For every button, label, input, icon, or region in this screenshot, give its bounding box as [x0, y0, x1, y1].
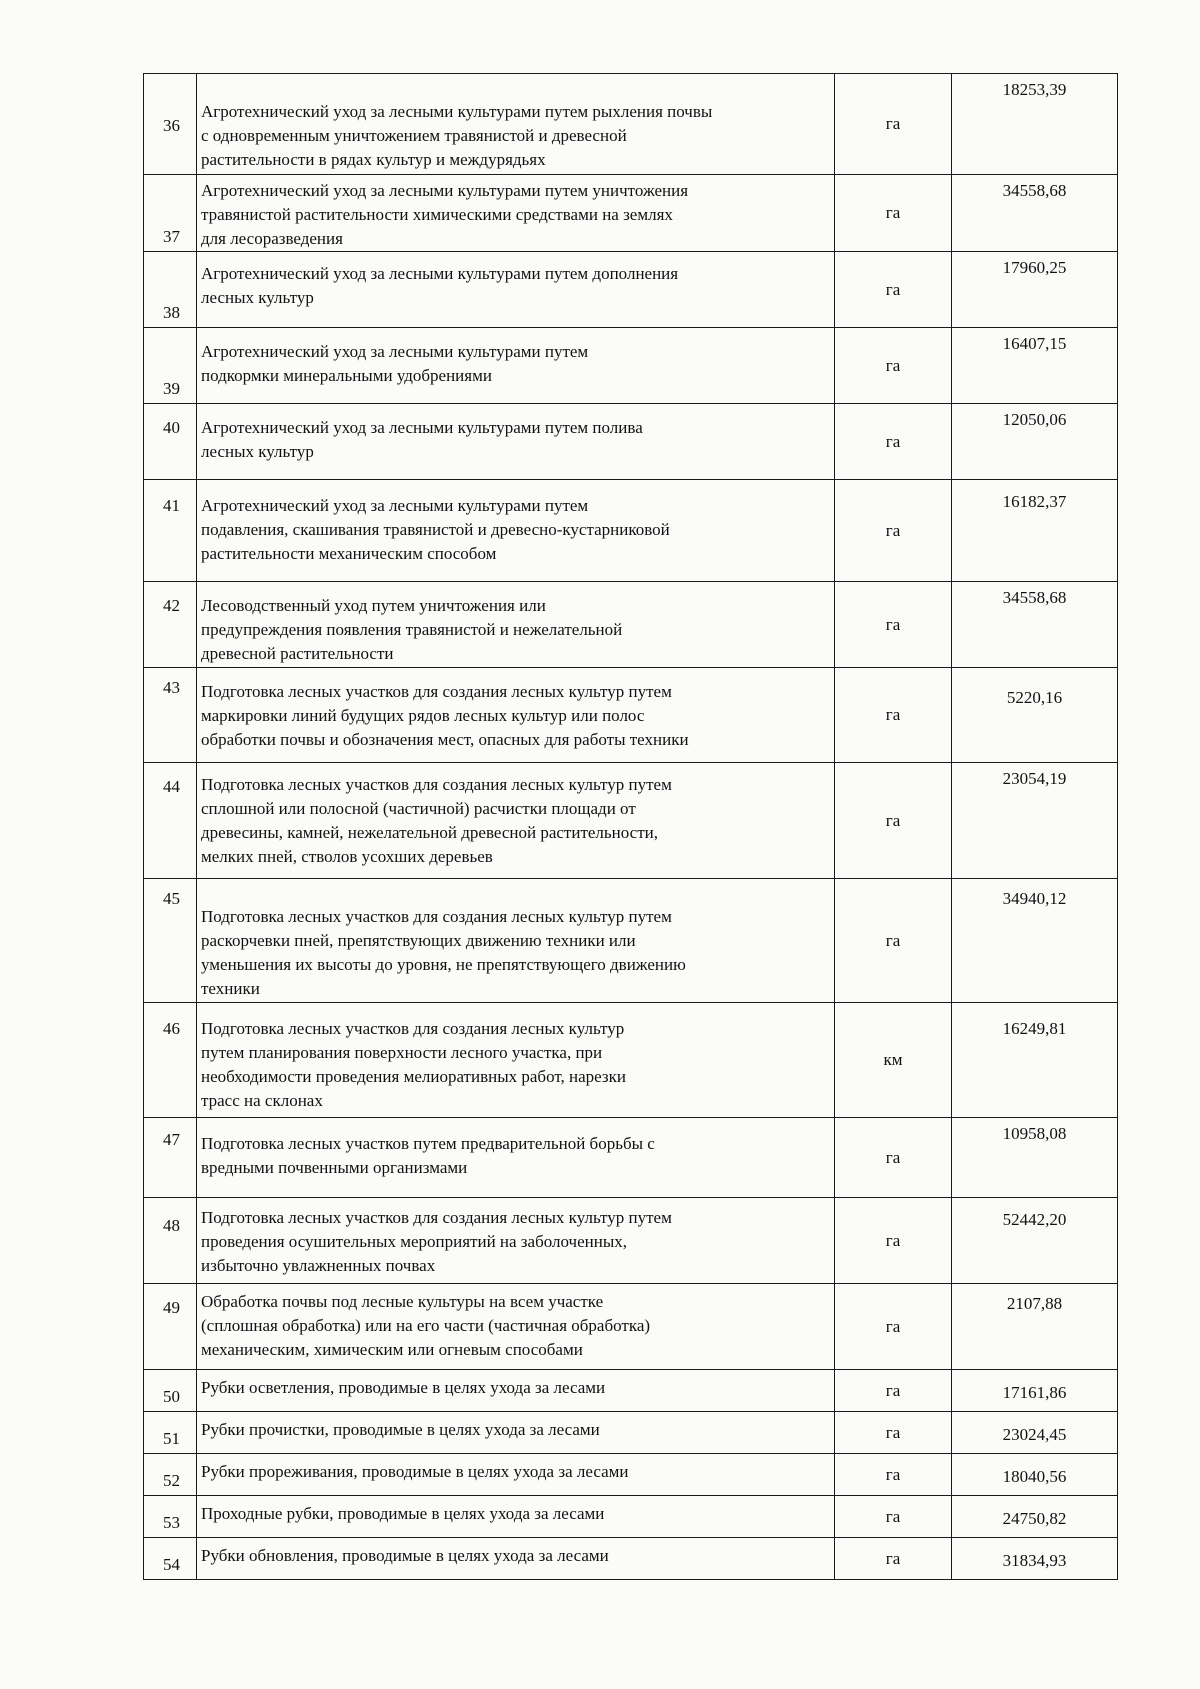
table-row [144, 252, 1118, 328]
row-number: 43 [144, 668, 197, 763]
unit-cell: га [835, 1198, 952, 1284]
unit-cell: га [835, 668, 952, 763]
work-description [197, 1198, 835, 1284]
work-description [197, 480, 835, 582]
table-row [144, 1454, 1118, 1496]
row-number: 41 [144, 480, 197, 582]
work-description [197, 1003, 835, 1118]
table-row [144, 668, 1118, 763]
unit-cell: га [835, 1496, 952, 1538]
table-row [144, 404, 1118, 480]
unit-cell: га [835, 175, 952, 252]
table-row [144, 1496, 1118, 1538]
work-description [197, 404, 835, 480]
work-description [197, 1496, 835, 1538]
table-row [144, 1538, 1118, 1580]
work-description [197, 582, 835, 668]
unit-cell: га [835, 1118, 952, 1198]
work-description-text: Подготовка лесных участков для создания лесных культур путем планирования поверхности лесного участка, при необходимости проведения мелиоративных работ, нарезки трасс на склонах [201, 1019, 626, 1110]
table-row [144, 74, 1118, 175]
work-description-text: Подготовка лесных участков для создания лесных культур путем сплошной или полосной (частичной) расчистки площади от древесины, камней, нежелательной древесной растительности, мелких пней, стволов усохших деревьев [201, 775, 672, 866]
row-number: 50 [144, 1370, 197, 1412]
value-cell: 16182,37 [952, 480, 1118, 582]
work-description-text: Лесоводственный уход путем уничтожения или предупреждения появления травянистой и нежелательной древесной растительности [201, 596, 623, 663]
table-row [144, 879, 1118, 1003]
row-number: 38 [144, 252, 197, 328]
value-cell: 16249,81 [952, 1003, 1118, 1118]
row-number: 36 [144, 74, 197, 175]
work-description [197, 1118, 835, 1198]
value-cell: 17161,86 [952, 1370, 1118, 1412]
work-description-text: Агротехнический уход за лесными культурами путем дополнения лесных культур [201, 264, 679, 307]
table-row [144, 1003, 1118, 1118]
row-number: 54 [144, 1538, 197, 1580]
table-row [144, 1284, 1118, 1370]
work-description [197, 1284, 835, 1370]
work-description-text: Агротехнический уход за лесными культурами путем полива лесных культур [201, 418, 643, 461]
value-cell: 18253,39 [952, 74, 1118, 175]
work-description-text: Проходные рубки, проводимые в целях ухода за лесами [201, 1504, 605, 1523]
value-cell: 34558,68 [952, 175, 1118, 252]
value-cell: 23054,19 [952, 763, 1118, 879]
unit-cell: га [835, 404, 952, 480]
row-number: 40 [144, 404, 197, 480]
value-cell: 5220,16 [952, 668, 1118, 763]
work-description-text: Агротехнический уход за лесными культурами путем рыхления почвы с одновременным уничтожением травянистой и древесной растительности в рядах культур и междурядьях [201, 102, 713, 169]
work-description-text: Подготовка лесных участков путем предварительной борьбы с вредными почвенными организмами [201, 1134, 655, 1177]
work-description [197, 328, 835, 404]
work-description-text: Рубки осветления, проводимые в целях ухода за лесами [201, 1378, 606, 1397]
work-description [197, 763, 835, 879]
row-number: 44 [144, 763, 197, 879]
unit-cell: га [835, 763, 952, 879]
value-cell: 18040,56 [952, 1454, 1118, 1496]
work-description-text: Обработка почвы под лесные культуры на всем участке (сплошная обработка) или на его части (частичная обработка) механическим, химическим или огневым способами [201, 1292, 651, 1359]
row-number: 49 [144, 1284, 197, 1370]
work-description [197, 252, 835, 328]
value-cell: 52442,20 [952, 1198, 1118, 1284]
work-description [197, 1370, 835, 1412]
unit-cell: га [835, 480, 952, 582]
table-row [144, 1412, 1118, 1454]
rates-table-body [144, 74, 1118, 1580]
unit-cell: га [835, 582, 952, 668]
row-number: 39 [144, 328, 197, 404]
row-number: 53 [144, 1496, 197, 1538]
table-row [144, 328, 1118, 404]
unit-cell: га [835, 252, 952, 328]
unit-cell: га [835, 1284, 952, 1370]
value-cell: 23024,45 [952, 1412, 1118, 1454]
work-description-text: Рубки прочистки, проводимые в целях ухода за лесами [201, 1420, 600, 1439]
unit-cell: га [835, 1454, 952, 1496]
unit-cell: га [835, 74, 952, 175]
value-cell: 10958,08 [952, 1118, 1118, 1198]
value-cell: 16407,15 [952, 328, 1118, 404]
value-cell: 17960,25 [952, 252, 1118, 328]
work-description [197, 74, 835, 175]
value-cell: 24750,82 [952, 1496, 1118, 1538]
value-cell: 12050,06 [952, 404, 1118, 480]
table-row [144, 480, 1118, 582]
unit-cell: га [835, 328, 952, 404]
unit-cell: км [835, 1003, 952, 1118]
table-row [144, 1118, 1118, 1198]
unit-cell: га [835, 1370, 952, 1412]
work-description-text: Агротехнический уход за лесными культурами путем уничтожения травянистой растительности химическими средствами на землях для лесоразведения [201, 181, 689, 248]
value-cell: 2107,88 [952, 1284, 1118, 1370]
work-description-text: Агротехнический уход за лесными культурами путем подкормки минеральными удобрениями [201, 342, 589, 385]
table-row [144, 582, 1118, 668]
work-description-text: Подготовка лесных участков для создания лесных культур путем проведения осушительных мероприятий на заболоченных, избыточно увлажненных почвах [201, 1208, 672, 1275]
row-number: 51 [144, 1412, 197, 1454]
row-number: 52 [144, 1454, 197, 1496]
work-description [197, 879, 835, 1003]
value-cell: 34940,12 [952, 879, 1118, 1003]
row-number: 37 [144, 175, 197, 252]
row-number: 45 [144, 879, 197, 1003]
work-description-text: Рубки обновления, проводимые в целях ухода за лесами [201, 1546, 609, 1565]
row-number: 47 [144, 1118, 197, 1198]
table-row [144, 1370, 1118, 1412]
unit-cell: га [835, 879, 952, 1003]
work-description [197, 1412, 835, 1454]
work-description [197, 668, 835, 763]
work-description-text: Рубки прореживания, проводимые в целях ухода за лесами [201, 1462, 629, 1481]
table-row [144, 1198, 1118, 1284]
value-cell: 34558,68 [952, 582, 1118, 668]
work-description-text: Агротехнический уход за лесными культурами путем подавления, скашивания травянистой и древесно-кустарниковой растительности механическим способом [201, 496, 670, 563]
work-description [197, 1454, 835, 1496]
table-row [144, 175, 1118, 252]
work-description [197, 1538, 835, 1580]
row-number: 42 [144, 582, 197, 668]
row-number: 48 [144, 1198, 197, 1284]
work-description-text: Подготовка лесных участков для создания лесных культур путем маркировки линий будущих рядов лесных культур или полос обработки почвы и обозначения мест, опасных для работы техники [201, 682, 689, 749]
table-row [144, 763, 1118, 879]
unit-cell: га [835, 1412, 952, 1454]
work-description-text: Подготовка лесных участков для создания лесных культур путем раскорчевки пней, препятствующих движению техники или уменьшения их высоты до уровня, не препятствующего движению техники [201, 907, 686, 998]
unit-cell: га [835, 1538, 952, 1580]
value-cell: 31834,93 [952, 1538, 1118, 1580]
rates-table [143, 73, 1118, 1580]
row-number: 46 [144, 1003, 197, 1118]
work-description [197, 175, 835, 252]
